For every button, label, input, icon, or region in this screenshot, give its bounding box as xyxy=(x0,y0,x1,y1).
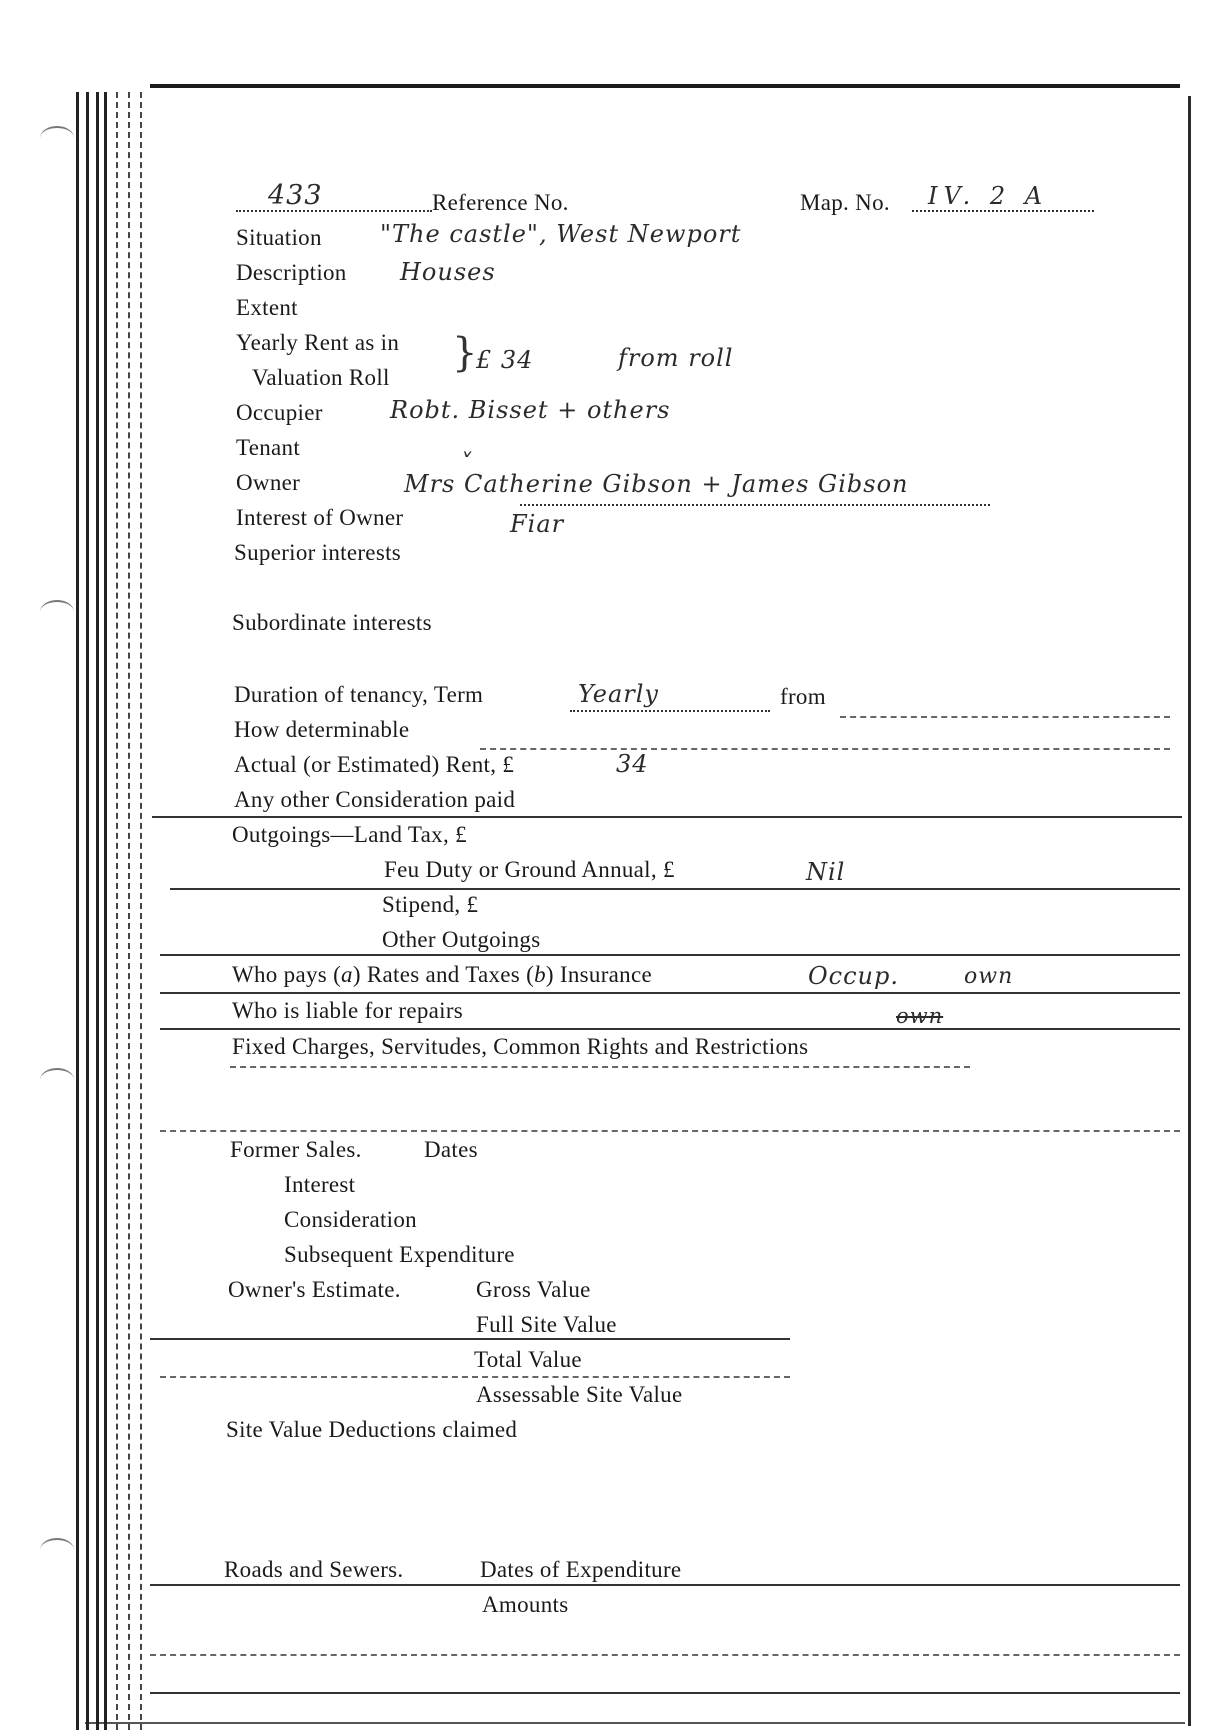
full-site-value-label: Full Site Value xyxy=(476,1312,617,1337)
who-pays-rule xyxy=(160,992,1180,994)
total-value-dashed-line xyxy=(160,1376,790,1378)
reference-dotted-line xyxy=(236,210,432,212)
interest-label: Interest xyxy=(284,1172,356,1197)
consideration-label: Consideration xyxy=(284,1207,417,1232)
duration-value: Yearly xyxy=(578,680,659,708)
actual-rent-value: 34 xyxy=(616,750,649,778)
insurance-value: own xyxy=(964,964,1014,989)
interest-owner-label: Interest of Owner xyxy=(236,505,404,530)
repairs-rule xyxy=(160,1028,1180,1030)
yearly-rent-note: from roll xyxy=(618,344,734,372)
left-binding-edge xyxy=(76,92,154,1730)
occupier-value: Robt. Bisset + others xyxy=(390,396,671,424)
gross-value-label: Gross Value xyxy=(476,1277,591,1302)
superior-interests-label: Superior interests xyxy=(234,540,402,565)
other-consideration-label: Any other Consideration paid xyxy=(234,787,516,812)
description-label: Description xyxy=(236,260,347,285)
amounts-dashed-line xyxy=(150,1654,1180,1656)
from-label: from xyxy=(780,684,826,709)
map-label: Map. No. xyxy=(800,190,890,215)
map-dotted-line xyxy=(912,210,1094,212)
page-right-edge xyxy=(1188,96,1191,1726)
description-value: Houses xyxy=(400,258,496,286)
owner-dotted-line xyxy=(520,504,990,506)
fixed-charges-dashed-line xyxy=(230,1066,970,1068)
duration-dotted-line xyxy=(570,710,770,712)
page-bottom-rule xyxy=(85,1722,1185,1724)
who-liable-label: Who is liable for repairs xyxy=(232,998,464,1023)
roads-sewers-label: Roads and Sewers. xyxy=(224,1557,404,1582)
dates-expenditure-label: Dates of Expenditure xyxy=(480,1557,682,1582)
total-value-label: Total Value xyxy=(474,1347,582,1372)
repairs-value: own xyxy=(896,1004,944,1028)
assessable-label: Assessable Site Value xyxy=(476,1382,683,1407)
full-site-value-rule xyxy=(150,1338,790,1340)
yearly-rent-label: Yearly Rent as in xyxy=(236,330,400,355)
reference-label: Reference No. xyxy=(432,190,569,215)
consideration-rule xyxy=(152,816,1182,818)
former-sales-label: Former Sales. xyxy=(230,1137,362,1162)
who-pays-label: Who pays (a) Rates and Taxes (b) Insurance xyxy=(232,962,652,987)
occupier-label: Occupier xyxy=(236,400,323,425)
outgoings-rule xyxy=(160,954,1180,956)
tenant-label: Tenant xyxy=(236,435,301,460)
yearly-rent-value: £ 34 xyxy=(476,346,534,374)
punch-hole-3 xyxy=(40,1068,74,1092)
feu-duty-label: Feu Duty or Ground Annual, £ xyxy=(384,857,675,882)
from-dashed-line xyxy=(840,716,1170,718)
situation-label: Situation xyxy=(236,225,322,250)
determinable-dashed-line xyxy=(480,748,1170,750)
rates-taxes-value: Occup. xyxy=(808,962,900,990)
how-determinable-label: How determinable xyxy=(234,717,410,742)
owners-estimate-label: Owner's Estimate. xyxy=(228,1277,401,1302)
situation-value: "The castle", West Newport xyxy=(380,220,742,248)
map-number: IV. 2 A xyxy=(928,182,1049,210)
outgoings-label: Outgoings—Land Tax, £ xyxy=(232,822,467,847)
fixed-charges-label: Fixed Charges, Servitudes, Common Rights and Restrictions xyxy=(232,1034,809,1059)
rent-brace: } xyxy=(452,330,478,376)
actual-rent-label: Actual (or Estimated) Rent, £ xyxy=(234,752,515,777)
site-deductions-label: Site Value Deductions claimed xyxy=(226,1417,518,1442)
valuation-roll-label: Valuation Roll xyxy=(252,365,390,390)
interest-owner-value: Fiar xyxy=(510,510,565,538)
tenant-ditto-mark: ˬ xyxy=(462,428,475,456)
stipend-label: Stipend, £ xyxy=(382,892,479,917)
extent-label: Extent xyxy=(236,295,298,320)
fixed-charges-dashed-line-2 xyxy=(160,1130,1180,1132)
feu-duty-rule xyxy=(170,888,1180,890)
reference-number: 433 xyxy=(268,180,323,211)
subsequent-expenditure-label: Subsequent Expenditure xyxy=(284,1242,515,1267)
punch-hole-1 xyxy=(40,126,74,150)
owner-value: Mrs Catherine Gibson + James Gibson xyxy=(404,470,909,498)
page-top-rule xyxy=(150,84,1180,88)
final-rule xyxy=(150,1692,1180,1694)
dates-label: Dates xyxy=(424,1137,478,1162)
punch-hole-4 xyxy=(40,1538,74,1562)
amounts-label: Amounts xyxy=(482,1592,569,1617)
other-outgoings-label: Other Outgoings xyxy=(382,927,541,952)
feu-duty-value: Nil xyxy=(806,858,846,886)
punch-hole-2 xyxy=(40,600,74,624)
roads-rule xyxy=(150,1584,1180,1586)
subordinate-interests-label: Subordinate interests xyxy=(232,610,432,635)
duration-label: Duration of tenancy, Term xyxy=(234,682,484,707)
owner-label: Owner xyxy=(236,470,301,495)
